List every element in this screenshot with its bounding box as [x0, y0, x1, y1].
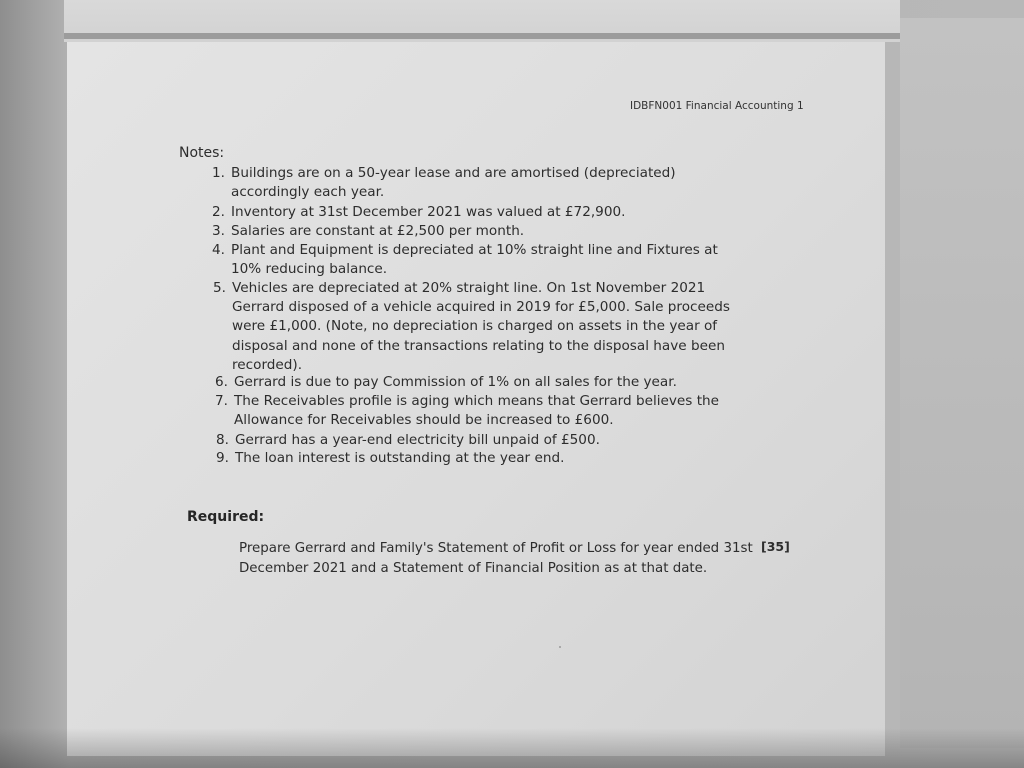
page-separator: [64, 33, 900, 39]
screen-bezel-shadow: [0, 728, 1024, 768]
note-item-7: [215, 392, 720, 430]
note-text: Buildings are on a 50-year lease and are amortised (depreciated) accordingly each year.: [231, 165, 676, 201]
note-text: Gerrard is due to pay Commission of 1% on all sales for the year.: [234, 374, 677, 390]
note-number: 7.: [215, 393, 228, 409]
note-item-4: [212, 241, 726, 279]
note-text: Gerrard has a year-end electricity bill unpaid of £500.: [235, 432, 600, 448]
note-number: 8.: [216, 432, 229, 448]
required-heading: Required:: [187, 509, 265, 525]
note-item-9: [216, 449, 715, 468]
note-number: 2.: [212, 204, 225, 220]
note-number: 3.: [212, 223, 225, 239]
note-number: 5.: [213, 280, 226, 296]
note-item-3: [212, 222, 711, 241]
note-item-8: [216, 431, 715, 450]
note-text: Salaries are constant at £2,500 per month.: [231, 223, 525, 239]
note-item-1: [212, 164, 701, 202]
note-number: 6.: [215, 374, 228, 390]
note-text: The Receivables profile is aging which means that Gerrard believes the Allowance for Receivables should be increased to £600.: [234, 393, 720, 429]
note-number: 1.: [212, 165, 225, 181]
notes-heading: Notes:: [179, 145, 225, 161]
note-text: Inventory at 31st December 2021 was valued at £72,900.: [231, 204, 626, 220]
note-number: 9.: [216, 450, 229, 466]
viewer-side-panel: [900, 18, 1024, 748]
required-text: Prepare Gerrard and Family's Statement of Profit or Loss for year ended 31st December 2021 and a Statement of Financial Position as at that date.: [239, 541, 753, 576]
marks-label: [35]: [761, 539, 790, 554]
note-text: Vehicles are depreciated at 20% straight line. On 1st November 2021 Gerrard disposed of a vehicle acquired in 2019 for £5,000. Sale proceeds were £1,000. (Note, no depreciation is charged on assets in the year of disposal and none of the transactions relating to the disposal have been recorded).: [232, 280, 730, 373]
page-header: IDBFN001 Financial Accounting 1: [630, 100, 804, 112]
note-item-6: [215, 373, 734, 392]
document-page: [67, 42, 885, 756]
note-text: Plant and Equipment is depreciated at 10% straight line and Fixtures at 10% reducing balance.: [231, 242, 718, 278]
dust-speck: [559, 646, 561, 648]
note-item-2: [212, 203, 711, 222]
note-number: 4.: [212, 242, 225, 258]
note-text: The loan interest is outstanding at the year end.: [235, 450, 565, 466]
note-item-5: [213, 279, 737, 375]
